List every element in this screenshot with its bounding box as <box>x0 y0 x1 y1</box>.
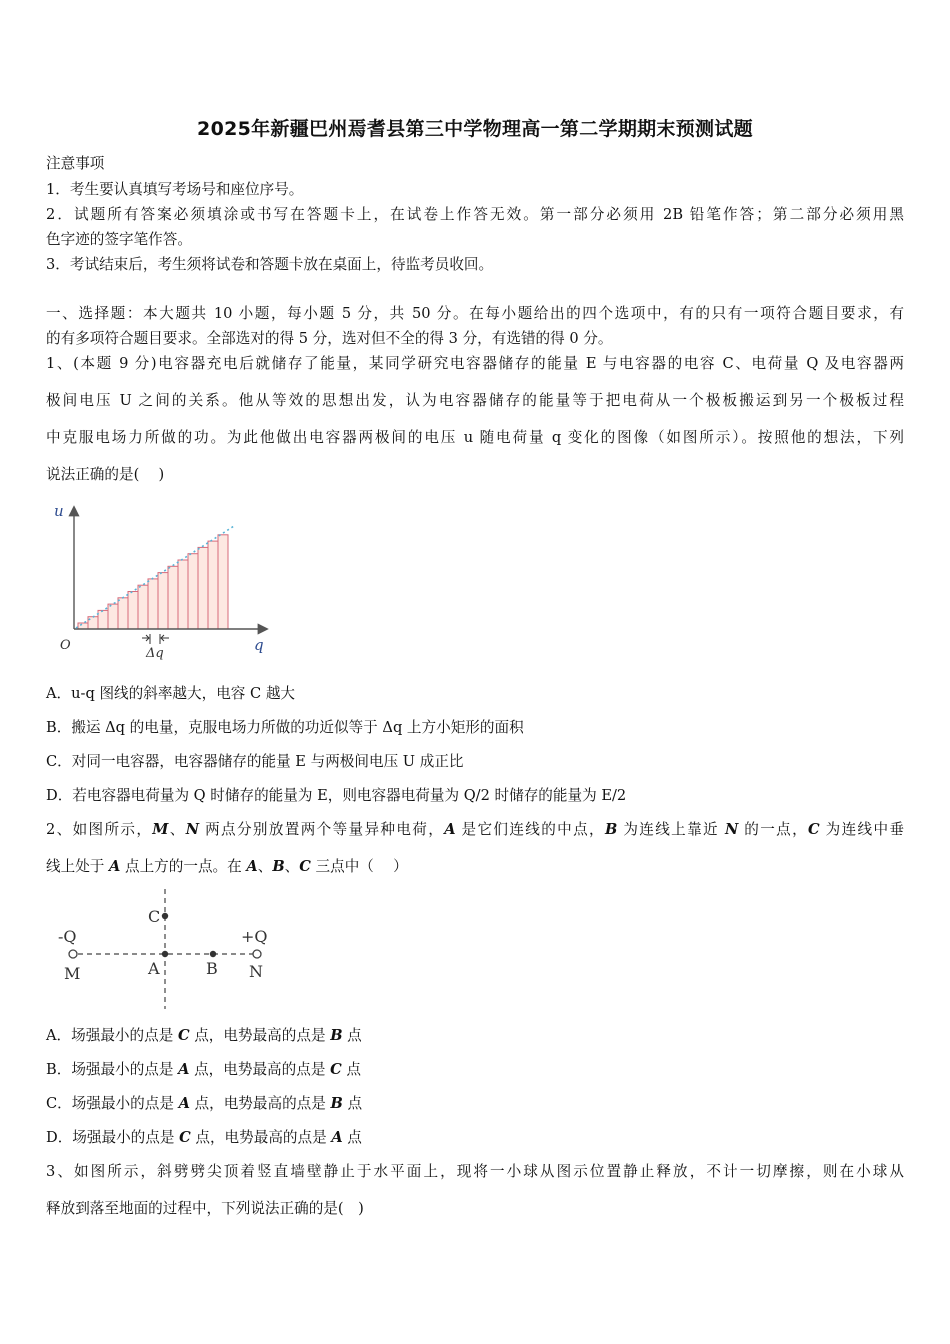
charge-step-bar <box>208 541 218 629</box>
origin-label: O <box>60 638 71 653</box>
m-label: M <box>64 964 81 983</box>
q2-stem: 线上处于 A 点上方的一点。在 A、B、C 三点中（ ） <box>46 858 408 875</box>
q3-stem: 释放到落至地面的过程中，下列说法正确的是( ) <box>46 1200 364 1217</box>
notice-item: 3．考试结束后，考生须将试卷和答题卡放在桌面上，待监考员收回。 <box>46 256 494 273</box>
q1-option: A．u-q 图线的斜率越大，电容 C 越大 <box>46 685 296 702</box>
charge-step-bar <box>128 592 138 630</box>
charge-step-bar <box>148 579 158 629</box>
c-label: C <box>148 907 161 926</box>
q2-option: C．场强最小的点是 A 点，电势最高的点是 B 点 <box>46 1095 363 1112</box>
section-intro: 一、选择题：本大题共 10 小题，每小题 5 分，共 50 分。在每小题给出的四个选项中，有的只有一项符合题目要求，有 <box>46 305 904 322</box>
point-b <box>210 951 216 957</box>
notice-item: 2．试题所有答案必须填涂或书写在答题卡上，在试卷上作答无效。第一部分必须用 2B 铅笔作答；第二部分必须用黑 <box>46 206 904 223</box>
charge-step-bar <box>138 585 148 629</box>
charge-n <box>253 950 261 958</box>
section-intro: 的有多项符合题目要求。全部选对的得 5 分，选对但不全的得 3 分，有选错的得 0 分。 <box>46 330 613 347</box>
notice-item: 1．考生要认真填写考场号和座位序号。 <box>46 181 304 198</box>
q1-stem: 极间电压 U 之间的关系。他从等效的思想出发，认为电容器储存的能量等于把电荷从一个极板搬运到另一个极板过程 <box>46 392 904 409</box>
charge-step-bar <box>218 535 228 629</box>
q-label: q <box>254 636 264 654</box>
charge-diagram <box>46 885 286 1013</box>
charge-step-bar <box>108 604 118 629</box>
charge-step-bar <box>118 598 128 629</box>
charge-step-bars <box>78 535 228 629</box>
charge-step-bar <box>188 554 198 629</box>
exam-title: 2025年新疆巴州焉耆县第三中学物理高一第二学期期末预测试题 <box>197 118 753 140</box>
q3-stem: 3、如图所示，斜劈劈尖顶着竖直墙壁静止于水平面上，现将一小球从图示位置静止释放，不计一切摩擦，则在小球从 <box>46 1163 904 1180</box>
pos-charge-label: +Q <box>241 927 268 946</box>
charge-step-bar <box>78 623 88 629</box>
charge-step-bar <box>158 573 168 629</box>
q1-stem: 中克服电场力所做的功。为此他做出电容器两极间的电压 u 随电荷量 q 变化的图像（如图所示）。按照他的想法，下列 <box>46 429 904 446</box>
charge-step-bar <box>178 560 188 629</box>
point-a <box>162 951 168 957</box>
q1-stem: 说法正确的是( ) <box>46 466 165 483</box>
charge-step-bar <box>98 610 108 629</box>
q1-stem: 1、(本题 9 分)电容器充电后就储存了能量，某同学研究电容器储存的能量 E 与电容器的电容 C、电荷量 Q 及电容器两 <box>46 355 904 372</box>
u-label: u <box>54 502 64 520</box>
u-q-graph <box>46 498 286 666</box>
q1-option: C．对同一电容器，电容器储存的能量 E 与两极间电压 U 成正比 <box>46 753 464 770</box>
q2-option: A．场强最小的点是 C 点，电势最高的点是 B 点 <box>46 1027 362 1044</box>
charge-step-bar <box>198 547 208 629</box>
dq-label: Δq <box>146 646 164 661</box>
a-label: A <box>148 959 160 978</box>
neg-charge-label: -Q <box>58 927 77 946</box>
q1-option: B．搬运 Δq 的电量，克服电场力所做的功近似等于 Δq 上方小矩形的面积 <box>46 719 524 736</box>
point-c <box>162 913 168 919</box>
notice-item: 色字迹的签字笔作答。 <box>46 231 192 248</box>
b-label: B <box>206 959 218 978</box>
notice-heading: 注意事项 <box>46 155 105 172</box>
q2-option: B．场强最小的点是 A 点，电势最高的点是 C 点 <box>46 1061 361 1078</box>
q1-option: D．若电容器电荷量为 Q 时储存的能量为 E，则电容器电荷量为 Q/2 时储存的能量为 E/2 <box>46 787 627 804</box>
dq-arrow-left <box>142 635 149 641</box>
charge-step-bar <box>168 566 178 629</box>
charge-m <box>69 950 77 958</box>
n-label: N <box>249 962 263 981</box>
q2-option: D．场强最小的点是 C 点，电势最高的点是 A 点 <box>46 1129 362 1146</box>
dq-arrow-right <box>161 635 169 641</box>
q2-stem: 2、如图所示，M、N 两点分别放置两个等量异种电荷，A 是它们连线的中点，B 为连线上靠近 N 的一点，C 为连线中垂 <box>46 821 905 838</box>
